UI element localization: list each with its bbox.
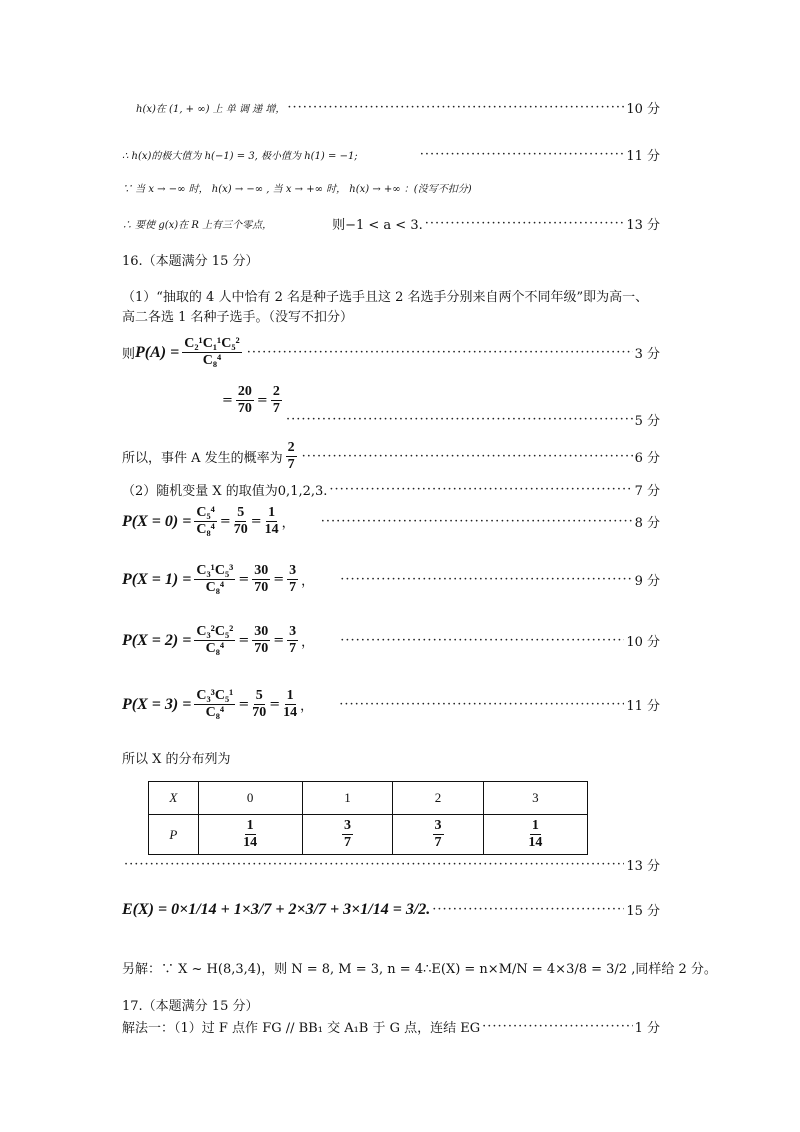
line-expectation [122, 900, 660, 919]
fraction [182, 336, 242, 369]
text: ∴ h(x)的极大值为 h(−1) = 3, 极小值为 h(1) = −1; [122, 151, 358, 162]
den: 14 [243, 835, 258, 850]
line-limits [122, 180, 660, 195]
fraction [194, 505, 217, 538]
den: C₈⁴ [196, 522, 215, 537]
den: C₈⁴ [205, 580, 225, 595]
num: C₃²C₅² [196, 624, 234, 639]
line-s17 [122, 1017, 660, 1036]
score: 11 分 [626, 699, 660, 714]
score: 10 分 [626, 635, 660, 650]
score: 8 分 [634, 516, 660, 531]
score: 7 分 [634, 484, 660, 499]
leader-dots [287, 100, 624, 115]
den: 7 [272, 401, 280, 416]
text: 解法一：（1）过 F 点作 FG // BB₁ 交 A₁B 于 G 点，连结 EG [122, 1021, 481, 1036]
table-row [149, 815, 588, 855]
den: 7 [287, 457, 295, 472]
fraction [287, 624, 298, 657]
line-zeros [122, 214, 660, 233]
cell [483, 815, 587, 855]
num: 2 [272, 384, 280, 399]
num: 30 [254, 624, 269, 639]
q16-heading: 16.（本题满分 15 分） [122, 254, 259, 269]
den: 70 [233, 522, 248, 537]
score: 5 分 [634, 414, 660, 429]
line-p2 [122, 480, 660, 499]
score: 9 分 [634, 574, 660, 589]
text: P(X = 2) = [122, 631, 192, 649]
leader-dots [425, 216, 625, 231]
line-conclusion [122, 440, 660, 473]
num: 3 [344, 818, 351, 833]
line-pa [122, 336, 660, 369]
num: C₅⁴ [196, 505, 215, 520]
score: 11 分 [626, 149, 660, 164]
text: h(x)在 (1, + ∞) 上 单 调 递 增， [136, 104, 286, 115]
line-px: P(X = 1) = $\frac{\text{C₃¹C₅³}}{\text{C₈⁴}}$ = $\frac{30}{70}$ = $\frac{3}{7}$ ， ····· 9 分 [122, 563, 660, 596]
fraction [194, 624, 235, 657]
den: C₈⁴ [205, 705, 225, 720]
fraction [236, 384, 254, 417]
leader-dots [482, 1019, 632, 1034]
score: 13 分 [626, 859, 660, 874]
leader-dots [124, 857, 624, 872]
text: P(X = 3) = [122, 695, 192, 713]
fraction [286, 440, 297, 473]
line-table-score [122, 855, 660, 874]
fraction [252, 624, 270, 657]
leader-dots [340, 633, 624, 648]
fraction [265, 505, 279, 538]
num: 1 [531, 818, 539, 833]
num: 30 [254, 563, 269, 578]
cell [198, 815, 302, 855]
line-px: P(X = 2) = $\frac{\text{C₃²C₅²}}{\text{C₈⁴}}$ = $\frac{30}{70}$ = $\frac{3}{7}$ ， ····· 10 分 [122, 624, 660, 657]
num: 5 [237, 505, 245, 520]
text: 则 [122, 347, 136, 362]
text: P(X = 0) = [122, 512, 192, 530]
q17-heading: 17.（本题满分 15 分） [122, 999, 259, 1014]
num: C₃¹C₅³ [196, 563, 234, 578]
score: 6 分 [634, 451, 660, 466]
fraction [271, 384, 282, 417]
line-px: P(X = 3) = $\frac{\text{C₃³C₅¹}}{\text{C₈⁴}}$ = $\frac{5}{70}$ = $\frac{1}{14}$ ， ····· 11 分 [122, 688, 660, 721]
den: 70 [237, 401, 252, 416]
text: ∴ 要使 g(x)在 R 上有三个零点， [122, 220, 273, 231]
den: 70 [254, 641, 269, 656]
num: 3 [289, 624, 297, 639]
num: 1 [286, 688, 294, 703]
fraction [252, 563, 270, 596]
line-pa2-score [284, 410, 660, 429]
fraction [283, 688, 297, 721]
score: 3 分 [634, 347, 660, 362]
num: C₂¹C₁¹C₅² [184, 336, 240, 351]
den: 7 [289, 580, 297, 595]
den: 14 [283, 705, 298, 720]
text: E(X) = 0×1/14 + 1×3/7 + 2×3/7 + 3×1/14 = 3/2. [122, 900, 431, 918]
cell: 0 [198, 782, 302, 815]
num: 3 [434, 818, 442, 833]
num: 5 [255, 688, 263, 703]
text: P(X = 1) = [122, 570, 192, 588]
para: （1）“抽取的 4 人中恰有 2 名是种子选手且这 2 名选手分别来自两个不同年级”即为高一、 [122, 290, 649, 305]
score: 13 分 [626, 218, 660, 233]
den: 7 [434, 835, 442, 850]
num: 20 [237, 384, 252, 399]
leader-dots [321, 514, 633, 529]
score: 10 分 [626, 102, 660, 117]
den: 70 [254, 580, 269, 595]
score: 15 分 [626, 904, 660, 919]
dist-title: 所以 X 的分布列为 [122, 752, 231, 767]
fraction [194, 563, 235, 596]
den: C₈⁴ [205, 641, 225, 656]
den: 14 [264, 522, 279, 537]
den: C₈⁴ [202, 353, 222, 368]
den: 70 [252, 705, 267, 720]
fraction [194, 688, 235, 721]
den: 7 [344, 835, 351, 850]
line-monotonic [136, 98, 660, 117]
text: ∵ 当 x → −∞ 时， h(x) → −∞ , 当 x → +∞ 时， h(x) → +∞ ：(没写不扣分) [122, 184, 472, 195]
leader-dots [247, 345, 633, 360]
leader-dots [432, 902, 624, 917]
cell: 2 [393, 782, 484, 815]
cell [302, 815, 393, 855]
num: 1 [246, 818, 254, 833]
leader-dots [302, 449, 633, 464]
line-extrema [122, 145, 660, 164]
text: ∴E(X) = n×M/N = 4×3/8 = 3/2 ,同样给 2 分。 [423, 962, 717, 977]
line-px: P(X = 0) = $\frac{\text{C₅⁴}}{\text{C₈⁴}}$ = $\frac{5}{70}$ = $\frac{1}{14}$ ， ····· 8 分 [122, 505, 660, 538]
leader-dots [340, 572, 632, 587]
text: 另解：∵ X ~ H(8,3,4)，则 N = 8, M = 3, n = 4 [122, 962, 424, 977]
leader-dots [339, 697, 624, 712]
line-alt [122, 958, 717, 977]
cell: P [149, 815, 199, 855]
cell: 1 [302, 782, 393, 815]
text: （2）随机变量 X 的取值为0,1,2,3. [122, 484, 328, 499]
cell [393, 815, 484, 855]
fraction [252, 688, 266, 721]
text: 所以，事件 A 发生的概率为 [122, 451, 283, 466]
leader-dots [286, 412, 633, 427]
num: 2 [287, 440, 295, 455]
den: 7 [289, 641, 297, 656]
leader-dots [420, 147, 625, 162]
text: 则−1 < a < 3. [332, 218, 423, 233]
num: 1 [268, 505, 276, 520]
table-row [149, 782, 588, 815]
den: 14 [528, 835, 543, 850]
num: C₃³C₅¹ [196, 688, 234, 703]
fraction [234, 505, 248, 538]
text: P(A) = [135, 343, 180, 361]
num: 3 [289, 563, 297, 578]
cell: 3 [483, 782, 587, 815]
score: 1 分 [634, 1021, 660, 1036]
distribution-table [148, 781, 588, 855]
para: 高二各选 1 名种子选手。（没写不扣分） [122, 310, 354, 325]
fraction [287, 563, 298, 596]
line-pa2: = $\frac{20}{70}$ = $\frac{2}{7}$ [222, 384, 280, 416]
cell: X [149, 782, 199, 815]
leader-dots [329, 482, 632, 497]
